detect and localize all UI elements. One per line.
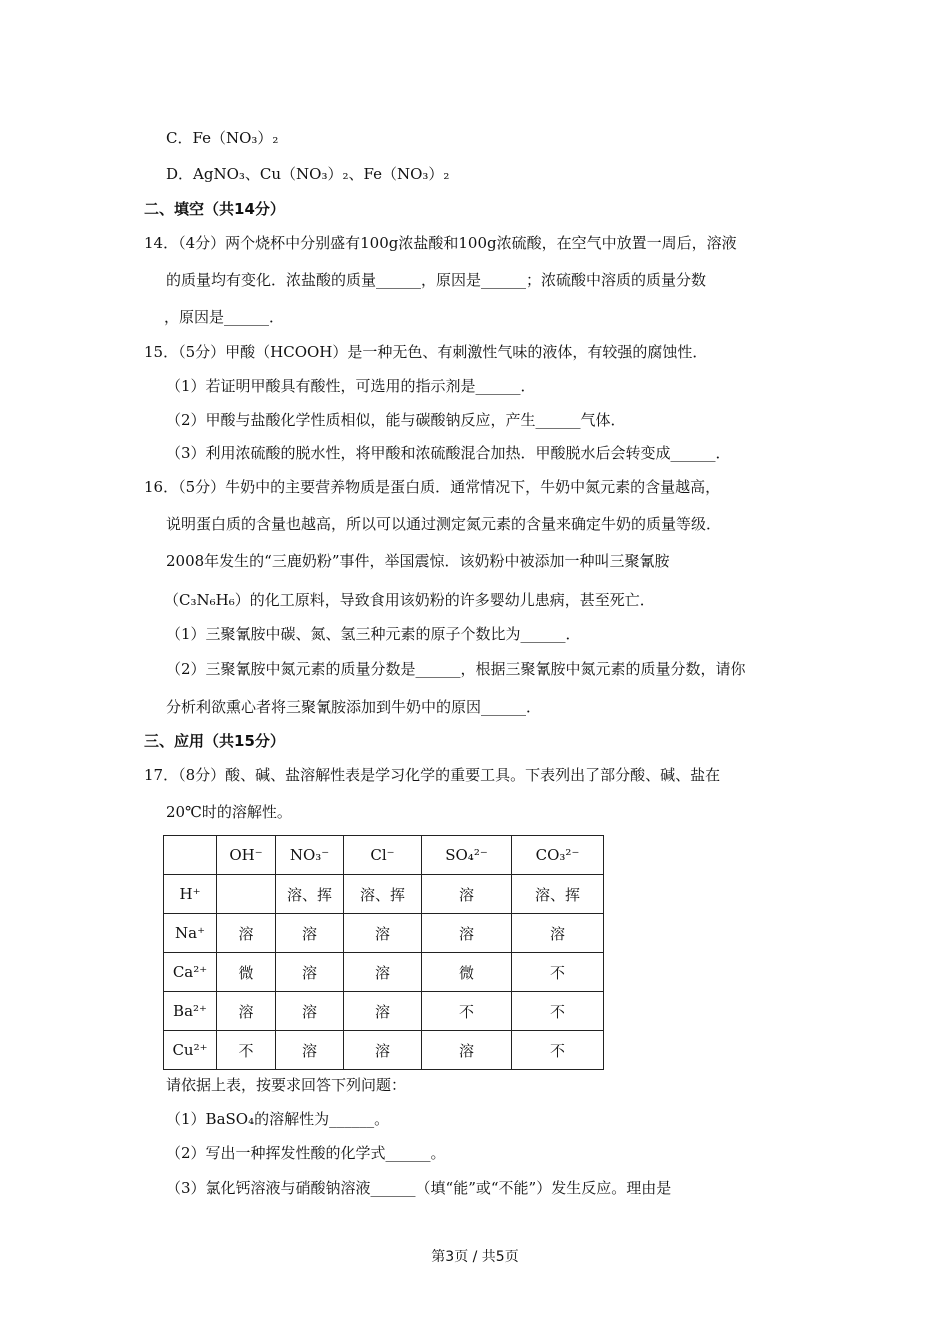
question-17-line1: 17．（8分）酸、碱、盐溶解性表是学习化学的重要工具。下表列出了部分酸、碱、盐在 bbox=[144, 766, 721, 784]
question-17-part2: （2）写出一种挥发性酸的化学式______。 bbox=[166, 1144, 446, 1162]
table-row bbox=[164, 992, 604, 1031]
table-row bbox=[164, 914, 604, 953]
table-cell: 溶 bbox=[344, 914, 422, 953]
question-16-line1: 16．（5分）牛奶中的主要营养物质是蛋白质．通常情况下，牛奶中氮元素的含量越高， bbox=[144, 478, 721, 496]
table-cell: 溶 bbox=[344, 953, 422, 992]
solubility-table bbox=[163, 835, 604, 1070]
question-16-line3: 2008年发生的“三鹿奶粉”事件，举国震惊．该奶粉中被添加一种叫三聚氰胺 bbox=[166, 552, 670, 570]
option-c: C．Fe（NO₃）₂ bbox=[166, 129, 279, 147]
section-heading-application: 三、应用（共15分） bbox=[144, 732, 285, 750]
question-17-part1: （1）BaSO₄的溶解性为______。 bbox=[166, 1110, 390, 1128]
option-d: D．AgNO₃、Cu（NO₃）₂、Fe（NO₃）₂ bbox=[166, 165, 450, 183]
question-16-part2-cont: 分析利欲熏心者将三聚氰胺添加到牛奶中的原因______． bbox=[166, 698, 542, 716]
table-row-header: Cu²⁺ bbox=[164, 1031, 217, 1070]
table-cell: 溶 bbox=[422, 1031, 512, 1070]
table-cell: 溶 bbox=[217, 992, 276, 1031]
table-row bbox=[164, 875, 604, 914]
table-header-cell: SO₄²⁻ bbox=[422, 836, 512, 875]
table-cell: 溶 bbox=[344, 992, 422, 1031]
table-row bbox=[164, 953, 604, 992]
question-17-part3: （3）氯化钙溶液与硝酸钠溶液______（填“能”或“不能”）发生反应。理由是 bbox=[166, 1179, 672, 1197]
table-cell bbox=[217, 875, 276, 914]
table-cell: 溶 bbox=[422, 875, 512, 914]
question-15-part1: （1）若证明甲酸具有酸性，可选用的指示剂是______． bbox=[166, 377, 536, 395]
page-footer: 第3页 / 共5页 bbox=[431, 1249, 519, 1265]
table-cell: 溶 bbox=[512, 914, 604, 953]
question-15-part3: （3）利用浓硫酸的脱水性，将甲酸和浓硫酸混合加热．甲酸脱水后会转变成______． bbox=[166, 444, 731, 462]
question-16-line4: （C₃N₆H₆）的化工原料，导致食用该奶粉的许多婴幼儿患病，甚至死亡． bbox=[164, 591, 655, 609]
table-cell: 溶 bbox=[276, 953, 344, 992]
section-heading-fill: 二、填空（共14分） bbox=[144, 200, 285, 218]
table-header-cell: NO₃⁻ bbox=[276, 836, 344, 875]
table-cell: 溶、挥 bbox=[344, 875, 422, 914]
table-cell: 微 bbox=[422, 953, 512, 992]
table-header-cell: OH⁻ bbox=[217, 836, 276, 875]
table-cell: 不 bbox=[422, 992, 512, 1031]
question-16-part2: （2）三聚氰胺中氮元素的质量分数是______，根据三聚氰胺中氮元素的质量分数，请你 bbox=[166, 660, 746, 678]
table-cell: 溶 bbox=[217, 914, 276, 953]
table-cell: 溶、挥 bbox=[512, 875, 604, 914]
table-row bbox=[164, 1031, 604, 1070]
table-cell: 溶 bbox=[344, 1031, 422, 1070]
table-row-header: H⁺ bbox=[164, 875, 217, 914]
table-cell: 不 bbox=[512, 1031, 604, 1070]
table-row-header: Ba²⁺ bbox=[164, 992, 217, 1031]
table-cell: 溶 bbox=[276, 914, 344, 953]
table-cell: 不 bbox=[512, 992, 604, 1031]
question-16-line2: 说明蛋白质的含量也越高，所以可以通过测定氮元素的含量来确定牛奶的质量等级． bbox=[166, 515, 722, 533]
table-row-header: Na⁺ bbox=[164, 914, 217, 953]
table-cell: 溶 bbox=[276, 992, 344, 1031]
table-header-cell: CO₃²⁻ bbox=[512, 836, 604, 875]
question-14-line2: 的质量均有变化．浓盐酸的质量______，原因是______；浓硫酸中溶质的质量分数 bbox=[166, 271, 707, 289]
question-14-line1: 14．（4分）两个烧杯中分别盛有100g浓盐酸和100g浓硫酸，在空气中放置一周后，溶液 bbox=[144, 234, 737, 252]
table-header-cell bbox=[164, 836, 217, 875]
question-16-part1: （1）三聚氰胺中碳、氮、氢三种元素的原子个数比为______． bbox=[166, 625, 581, 643]
table-header-cell: Cl⁻ bbox=[344, 836, 422, 875]
question-15-part2: （2）甲酸与盐酸化学性质相似，能与碳酸钠反应，产生______气体． bbox=[166, 411, 626, 429]
question-14-line3: ，原因是______． bbox=[164, 308, 285, 326]
question-17-instruction: 请依据上表，按要求回答下列问题： bbox=[166, 1076, 407, 1094]
table-cell: 溶 bbox=[422, 914, 512, 953]
table-header-row bbox=[164, 836, 604, 875]
question-17-line2: 20℃时的溶解性。 bbox=[166, 803, 292, 821]
table-cell: 不 bbox=[217, 1031, 276, 1070]
table-cell: 溶 bbox=[276, 1031, 344, 1070]
table-cell: 微 bbox=[217, 953, 276, 992]
question-15-stem: 15．（5分）甲酸（HCOOH）是一种无色、有刺激性气味的液体，有较强的腐蚀性． bbox=[144, 343, 708, 361]
table-row-header: Ca²⁺ bbox=[164, 953, 217, 992]
table-cell: 不 bbox=[512, 953, 604, 992]
table-cell: 溶、挥 bbox=[276, 875, 344, 914]
